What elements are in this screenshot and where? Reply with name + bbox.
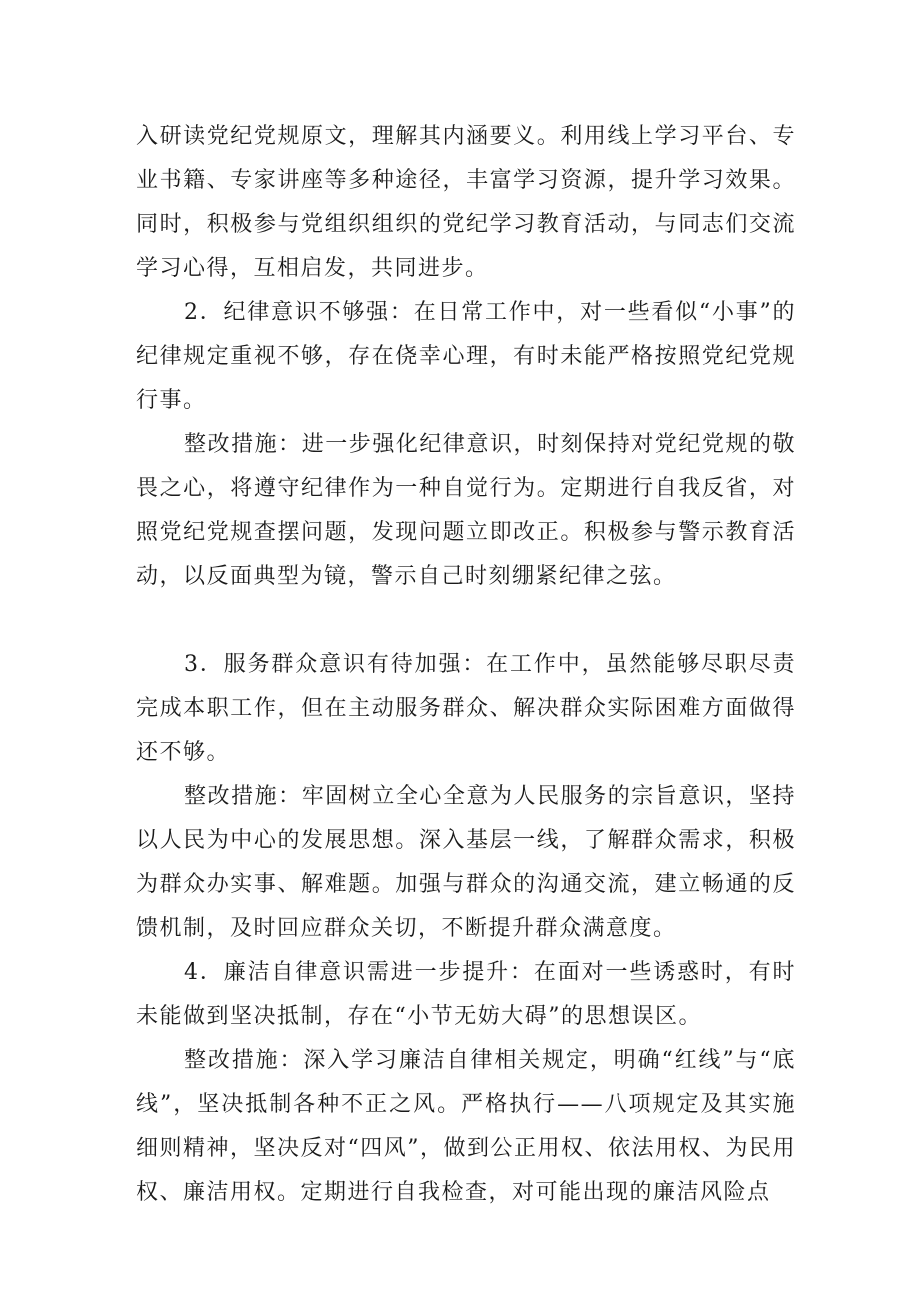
paragraph-study-continuation: 入研读党纪党规原文，理解其内涵要义。利用线上学习平台、专业书籍、专家讲座等多种途径，丰富学习资源，提升学习效果。同时，积极参与党组织组织的党纪学习教育活动，与同志们交流学习心得，互相启发，共同进步。 (136, 124, 796, 281)
paragraph-measures-3: 整改措施：牢固树立全心全意为人民服务的宗旨意识，坚持以人民为中心的发展思想。深入基层一线，了解群众需求，积极为群众办实事、解难题。加强与群众的沟通交流，建立畅通的反馈机制，及时回应群众关切，不断提升群众满意度。 (136, 784, 796, 941)
document-body (136, 115, 796, 1215)
paragraph-issue-4-integrity: 4．廉洁自律意识需进一步提升：在面对一些诱惑时，有时未能做到坚决抵制，存在“小节无妨大碍”的思想误区。 (136, 960, 796, 1029)
paragraph-issue-2-discipline: 2．纪律意识不够强：在日常工作中，对一些看似“小事”的纪律规定重视不够，存在侥幸心理，有时未能严格按照党纪党规行事。 (136, 300, 796, 413)
paragraph-measures-2: 整改措施：进一步强化纪律意识，时刻保持对党纪党规的敬畏之心，将遵守纪律作为一种自觉行为。定期进行自我反省，对照党纪党规查摆问题，发现问题立即改正。积极参与警示教育活动，以反面典型为镜，警示自己时刻绷紧纪律之弦。 (136, 432, 796, 589)
paragraph-measures-4: 整改措施：深入学习廉洁自律相关规定，明确“红线”与“底线”，坚决抵制各种不正之风。严格执行——八项规定及其实施细则精神，坚决反对“四风”，做到公正用权、依法用权、为民用权、廉洁用权。定期进行自我检查，对可能出现的廉洁风险点 (136, 1048, 796, 1205)
paragraph-issue-3-service: 3．服务群众意识有待加强：在工作中，虽然能够尽职尽责完成本职工作，但在主动服务群众、解决群众实际困难方面做得还不够。 (136, 652, 796, 765)
